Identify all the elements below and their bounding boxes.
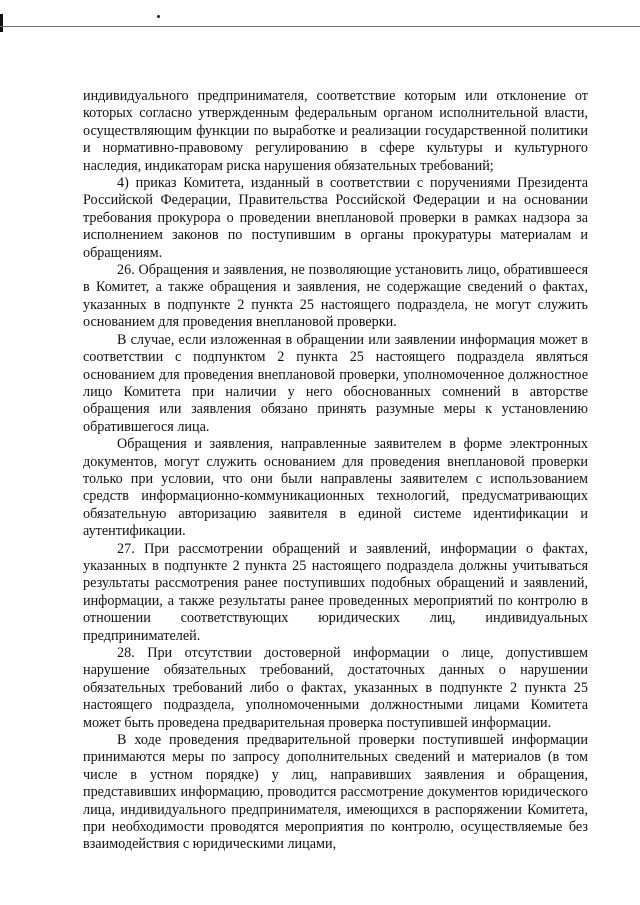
paragraph-item-4: 4) приказ Комитета, изданный в соответствии с поручениями Президента Российской Федерации, Правительства Российской Федерации и на основании требования прокурора о проведении внеплановой проверки в рамках надзора за исполнением законов по поступившим в органы прокуратуры материалам и обращениям. — [83, 175, 588, 261]
paragraph-26: 26. Обращения и заявления, не позволяющие установить лицо, обратившееся в Комитет, а также обращения и заявления, не содержащие сведений о фактах, указанных в подпункте 2 пункта 25 настоящего подраздела, не могут служить основанием для проведения внеплановой проверки. — [83, 262, 588, 331]
scan-dot — [157, 15, 160, 18]
paragraph-28: 28. При отсутствии достоверной информации о лице, допустившем нарушение обязательных требований, достаточных данных о нарушении обязательных требований либо о фактах, указанных в подпункте 2 пункта 25 настоящего подраздела, уполномоченными должностными лицами Комитета может быть проведена предварительная проверка поступившей информации. — [83, 645, 588, 731]
paragraph-electronic-documents: Обращения и заявления, направленные заявителем в форме электронных документов, могут служить основанием для проведения внеплановой проверки только при условии, что они были направлены заявителем с использованием средств информационно-коммуникационных технологий, предусматривающих обязательную авторизацию заявителя в единой системе идентификации и аутентификации. — [83, 436, 588, 540]
paragraph-information-case: В случае, если изложенная в обращении или заявлении информация может в соответствии с подпунктом 2 пункта 25 настоящего подраздела являться основанием для проведения внеплановой проверки, уполномоченное должностное лицо Комитета при наличии у него обоснованных сомнений в авторстве обращения или заявления обязано принять разумные меры к установлению обратившегося лица. — [83, 331, 588, 435]
document-page — [83, 88, 588, 854]
paragraph-preliminary-check: В ходе проведения предварительной проверки поступившей информации принимаются меры по запросу дополнительных сведений и материалов (в том числе в устном порядке) у лиц, направивших заявления и обращения, представивших информацию, проводится рассмотрение документов юридического лица, индивидуального предпринимателя, имеющихся в распоряжении Комитета, при необходимости проводятся мероприятия по контролю, осуществляемые без взаимодействия с юридическими лицами, — [83, 732, 588, 853]
scan-top-rule — [0, 26, 640, 27]
scan-edge-mark — [0, 14, 3, 32]
paragraph-continuation: индивидуального предпринимателя, соответствие которым или отклонение от которых согласно утвержденным федеральным органом исполнительной власти, осуществляющим функции по выработке и реализации государственной политики и нормативно-правовому регулированию в сфере культуры и культурного наследия, индикаторам риска нарушения обязательных требований; — [83, 88, 588, 174]
paragraph-27: 27. При рассмотрении обращений и заявлений, информации о фактах, указанных в подпункте 2 пункта 25 настоящего подраздела должны учитываться результаты рассмотрения ранее поступивших подобных обращений и заявлений, информации, а также результаты ранее проведенных мероприятий по контролю в отношении соответствующих юридических лиц, индивидуальных предпринимателей. — [83, 540, 588, 644]
